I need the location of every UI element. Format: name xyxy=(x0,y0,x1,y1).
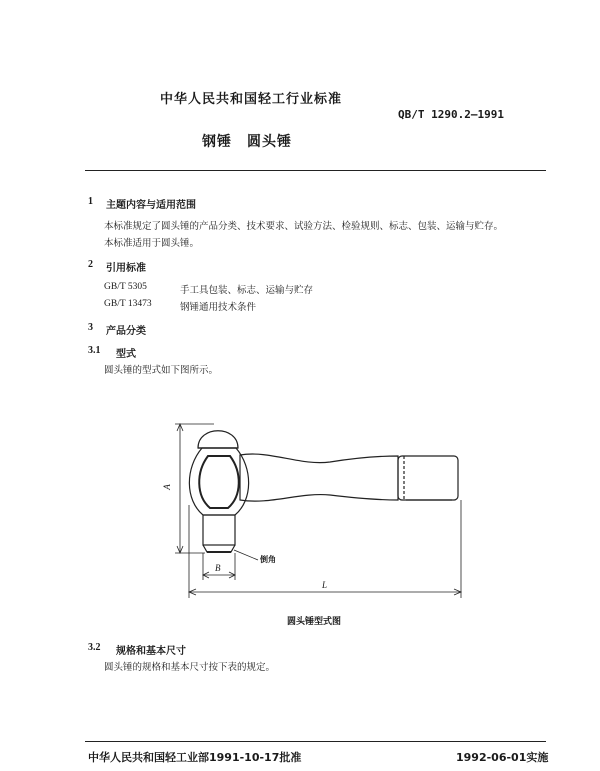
section-1-heading: 主题内容与适用范围 xyxy=(106,200,196,211)
subsection-3-2-text: 圆头锤的规格和基本尺寸按下表的规定。 xyxy=(104,662,276,673)
dimension-b-label: B xyxy=(215,563,221,573)
effective-date: 1992-06-01实施 xyxy=(456,751,549,764)
standard-number: QB/T 1290.2—1991 xyxy=(398,108,504,121)
section-3-number: 3 xyxy=(88,322,93,333)
figure-caption: 圆头锤型式图 xyxy=(287,617,342,627)
issuing-authority: 中华人民共和国轻工行业标准 xyxy=(160,92,343,107)
section-2-heading: 引用标准 xyxy=(106,263,146,274)
approval-statement: 中华人民共和国轻工业部1991-10-17批准 xyxy=(88,751,302,764)
reference-code: GB/T 5305 xyxy=(104,282,147,292)
dimension-a-label: A xyxy=(161,484,172,490)
chamfer-label: 倒角 xyxy=(260,555,276,564)
hammer-face xyxy=(203,515,235,545)
reference-title: 钢锤通用技术条件 xyxy=(180,302,257,313)
subsection-3-2-heading: 规格和基本尺寸 xyxy=(116,646,186,657)
reference-code: GB/T 13473 xyxy=(104,299,152,309)
hammer-ball-peen xyxy=(198,431,238,448)
section-1-paragraph-2: 本标准适用于圆头锤。 xyxy=(104,238,200,249)
hammer-handle xyxy=(240,454,398,501)
section-1-number: 1 xyxy=(88,196,93,207)
section-1-paragraph-1: 本标准规定了圆头锤的产品分类、技术要求、试验方法、检验规则、标志、包装、运输与贮存。 xyxy=(104,221,504,232)
subsection-3-1-text: 圆头锤的型式如下图所示。 xyxy=(104,365,219,376)
subsection-3-2-number: 3.2 xyxy=(88,642,101,653)
section-2-number: 2 xyxy=(88,259,93,270)
section-3-heading: 产品分类 xyxy=(106,326,146,337)
subsection-3-1-heading: 型式 xyxy=(116,349,136,360)
footer-rule xyxy=(85,741,546,742)
hammer-handle-end xyxy=(398,456,458,500)
document-title: 钢锤 圆头锤 xyxy=(202,134,292,150)
subsection-3-1-number: 3.1 xyxy=(88,345,101,356)
dimension-l-label: L xyxy=(322,580,328,590)
reference-title: 手工具包装、标志、运输与贮存 xyxy=(180,285,314,296)
